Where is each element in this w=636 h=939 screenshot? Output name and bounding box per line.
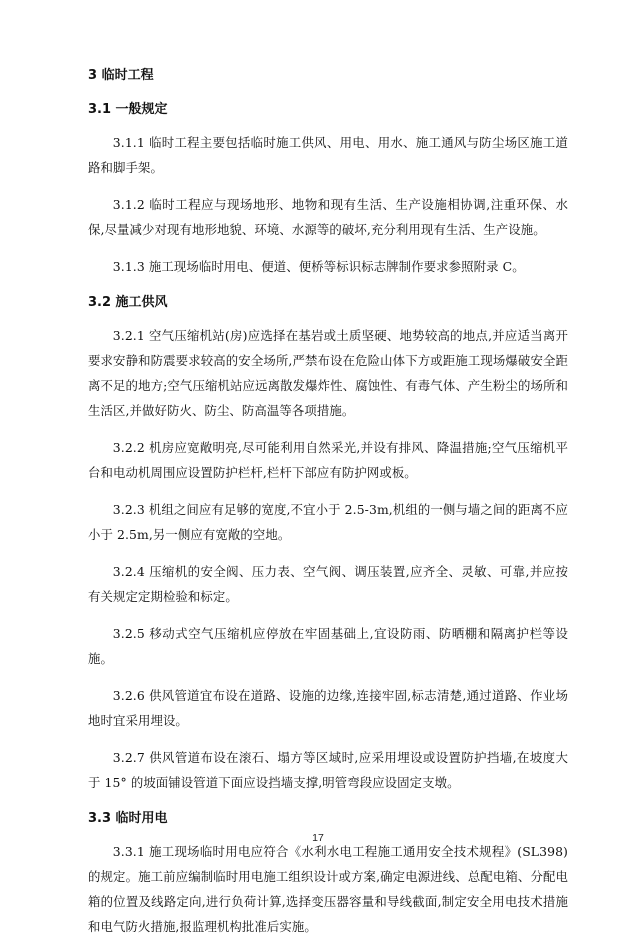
paragraph: 3.2.3 机组之间应有足够的宽度,不宜小于 2.5-3m,机组的一侧与墙之间的距离不应小于 2.5m,另一侧应有宽敞的空地。 xyxy=(88,502,568,542)
paragraph: 3.2.5 移动式空气压缩机应停放在牢固基础上,宜设防雨、防晒棚和隔离护栏等设施。 xyxy=(88,626,568,666)
section-heading: 3.3 临时用电 xyxy=(88,811,168,826)
paragraph: 3.2.7 供风管道布设在滚石、塌方等区域时,应采用埋设或设置防护挡墙,在坡度大于 15° 的坡面铺设管道下面应设挡墙支撑,明管弯段应设固定支墩。 xyxy=(88,750,568,790)
section-heading: 3.2 施工供风 xyxy=(88,295,168,310)
chapter-heading: 3 临时工程 xyxy=(88,68,154,83)
paragraph: 3.2.6 供风管道宜布设在道路、设施的边缘,连接牢固,标志清楚,通过道路、作业场地时宜采用埋设。 xyxy=(88,688,568,728)
paragraph: 3.3.1 施工现场临时用电应符合《水利水电工程施工通用安全技术规程》(SL398)的规定。施工前应编制临时用电施工组织设计或方案,确定电源进线、总配电箱、分配电箱的位置及线路定向,进行负荷计算,选择变压器容量和导线截面,制定安全用电技术措施和电气防火措施,报监理机构批准后实施。 xyxy=(88,844,568,934)
paragraph: 3.2.2 机房应宽敞明亮,尽可能利用自然采光,并设有排风、降温措施;空气压缩机平台和电动机周围应设置防护栏杆,栏杆下部应有防护网或板。 xyxy=(88,440,568,480)
paragraph: 3.2.1 空气压缩机站(房)应选择在基岩或土质坚硬、地势较高的地点,并应适当离开要求安静和防震要求较高的安全场所,严禁布设在危险山体下方或距施工现场爆破安全距离不足的地方;空气压缩机站应远离散发爆炸性、腐蚀性、有毒气体、产生粉尘的场所和生活区,并做好防火、防尘、防高温等各项措施。 xyxy=(88,328,568,418)
paragraph: 3.1.2 临时工程应与现场地形、地物和现有生活、生产设施相协调,注重环保、水保,尽量减少对现有地形地貌、环境、水源等的破坏,充分利用现有生活、生产设施。 xyxy=(88,197,568,237)
section-heading: 3.1 一般规定 xyxy=(88,102,168,117)
paragraph: 3.2.4 压缩机的安全阀、压力表、空气阀、调压装置,应齐全、灵敏、可靠,并应按有关规定定期检验和标定。 xyxy=(88,564,568,604)
paragraph: 3.1.1 临时工程主要包括临时施工供风、用电、用水、施工通风与防尘场区施工道路和脚手架。 xyxy=(88,135,568,175)
page-content xyxy=(88,66,568,939)
paragraph: 3.1.3 施工现场临时用电、便道、便桥等标识标志牌制作要求参照附录 C。 xyxy=(112,259,525,274)
page-number: 17 xyxy=(312,832,324,844)
